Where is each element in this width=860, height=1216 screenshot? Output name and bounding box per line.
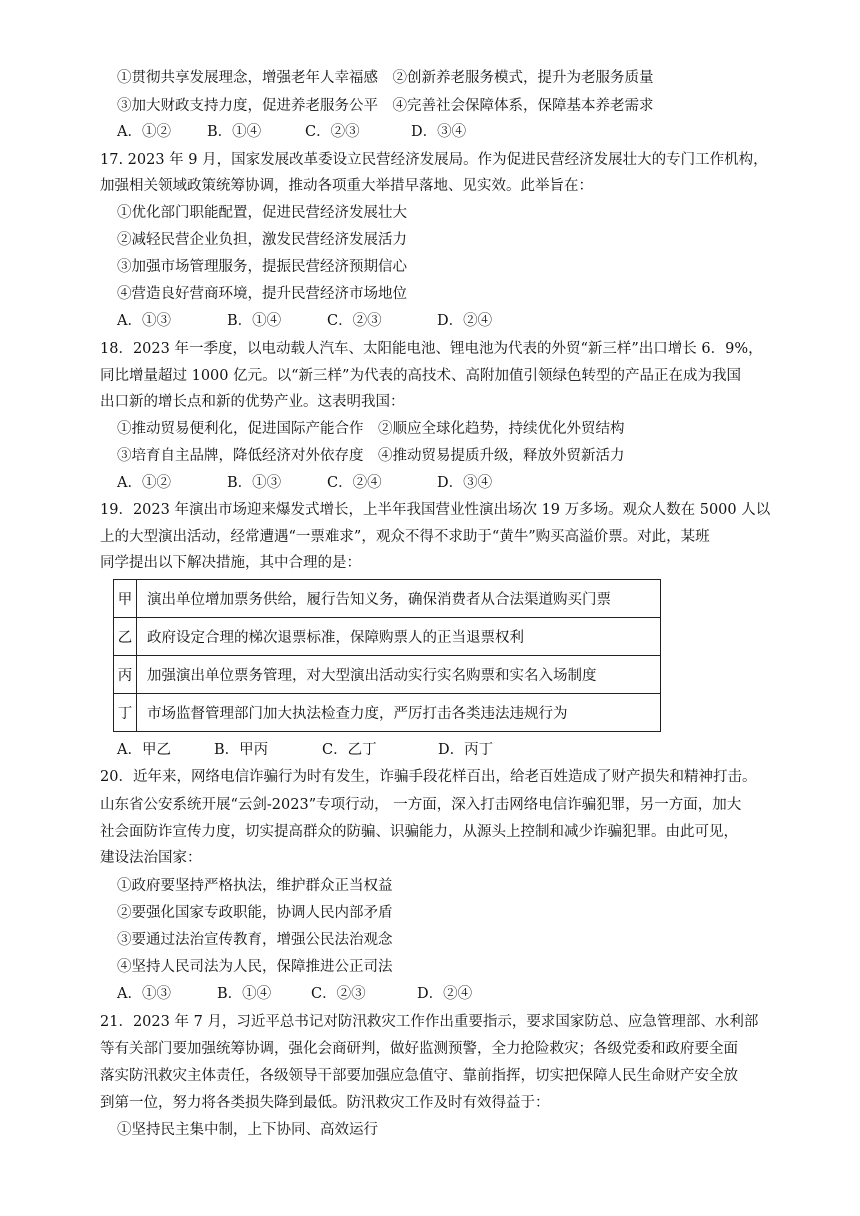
row-key: 甲 bbox=[114, 580, 137, 618]
q20-answer-choices bbox=[117, 984, 472, 1004]
answer-c: C．②④ bbox=[327, 475, 382, 491]
row-key: 丁 bbox=[114, 694, 137, 732]
answer-d: D．③④ bbox=[411, 124, 467, 140]
table-row bbox=[114, 694, 661, 732]
row-key: 丙 bbox=[114, 656, 137, 694]
q21-stem-line-4: 到第一位，努力将各类损失降到最低。防汛救灾工作及时有效得益于： bbox=[100, 1095, 550, 1111]
q18-options-row-1: ①推动贸易便利化，促进国际产能合作 ②顺应全球化趋势，持续优化外贸结构 bbox=[117, 421, 625, 437]
answer-a: A．①③ bbox=[117, 986, 171, 1002]
table-row bbox=[114, 580, 661, 618]
q17-stem-line-2: 加强相关领域政策统筹协调，推动各项重大举措早落地、见实效。此举旨在： bbox=[100, 178, 593, 194]
q20-stem-line-4: 建设法治国家： bbox=[100, 850, 202, 866]
answer-b: B．甲丙 bbox=[214, 742, 269, 758]
q20-option-3: ③要通过法治宣传教育，增强公民法治观念 bbox=[117, 932, 393, 948]
answer-d: D．③④ bbox=[437, 475, 493, 491]
answer-b: B．①④ bbox=[217, 986, 272, 1002]
q19-stem-line-2: 上的大型演出活动，经常遭遇“一票难求”，观众不得不求助于“黄牛”购买高溢价票。对此，某班 bbox=[100, 529, 710, 545]
answer-a: A．甲乙 bbox=[117, 742, 171, 758]
q18-stem-line-3: 出口新的增长点和新的优势产业。这表明我国： bbox=[100, 394, 405, 410]
answer-d: D．②④ bbox=[437, 313, 493, 329]
q20-option-2: ②要强化国家专政职能，协调人民内部矛盾 bbox=[117, 905, 393, 921]
q19-stem-line-3: 同学提出以下解决措施，其中合理的是： bbox=[100, 555, 361, 571]
table-row bbox=[114, 618, 661, 656]
table-row bbox=[114, 656, 661, 694]
answer-c: C．②③ bbox=[311, 986, 366, 1002]
q18-stem-line-2: 同比增量超过 1000 亿元。以“新三样”为代表的高技术、高附加值引领绿色转型的产品正在成为我国 bbox=[100, 368, 741, 384]
q19-answer-choices bbox=[117, 740, 493, 760]
q17-option-1: ①优化部门职能配置，促进民营经济发展壮大 bbox=[117, 205, 407, 221]
row-key: 乙 bbox=[114, 618, 137, 656]
q18-options-row-2: ③培育自主品牌，降低经济对外依存度 ④推动贸易提质升级，释放外贸新活力 bbox=[117, 448, 625, 464]
answer-b: B．①④ bbox=[207, 124, 262, 140]
q21-stem-line-2: 等有关部门要加强统筹协调，强化会商研判，做好监测预警，全力抢险救灾；各级党委和政府要全面 bbox=[100, 1041, 738, 1057]
q18-answer-choices bbox=[117, 473, 492, 493]
q17-answer-choices bbox=[117, 311, 492, 331]
q16-options-row-2: ③加大财政支持力度，促进养老服务公平 ④完善社会保障体系，保障基本养老需求 bbox=[117, 98, 654, 114]
q21-option-1: ①坚持民主集中制，上下协同、高效运行 bbox=[117, 1122, 378, 1138]
answer-a: A．①② bbox=[117, 475, 171, 491]
answer-b: B．①④ bbox=[227, 313, 282, 329]
q18-stem-line-1: 18．2023 年一季度，以电动载人汽车、太阳能电池、锂电池为代表的外贸“新三样”出口增长 6．9%， bbox=[100, 341, 763, 357]
q19-stem-line-1: 19．2023 年演出市场迎来爆发式增长，上半年我国营业性演出场次 19 万多场。观众人数在 5000 人以 bbox=[100, 502, 771, 518]
q17-option-4: ④营造良好营商环境，提升民营经济市场地位 bbox=[117, 286, 407, 302]
row-text: 政府设定合理的梯次退票标准，保障购票人的正当退票权利 bbox=[137, 618, 661, 656]
row-text: 演出单位增加票务供给，履行告知义务，确保消费者从合法渠道购买门票 bbox=[137, 580, 661, 618]
q16-answer-choices bbox=[117, 122, 466, 142]
q20-stem-line-2: 山东省公安系统开展“云剑-2023”专项行动， 一方面，深入打击网络电信诈骗犯罪，另一方面，加大 bbox=[100, 797, 742, 813]
answer-d: D．②④ bbox=[417, 986, 473, 1002]
q20-stem-line-1: 20．近年来，网络电信诈骗行为时有发生，诈骗手段花样百出，给老百姓造成了财产损失和精神打击。 bbox=[100, 769, 757, 785]
answer-a: A．①③ bbox=[117, 313, 171, 329]
q20-stem-line-3: 社会面防诈宣传力度，切实提高群众的防骗、识骗能力，从源头上控制和减少诈骗犯罪。由此可见， bbox=[100, 824, 738, 840]
q17-stem-line-1: 17. 2023 年 9 月，国家发展改革委设立民营经济发展局。作为促进民营经济发展壮大的专门工作机构， bbox=[100, 152, 768, 168]
row-text: 市场监督管理部门加大执法检查力度，严厉打击各类违法违规行为 bbox=[137, 694, 661, 732]
q17-option-3: ③加强市场管理服务，提振民营经济预期信心 bbox=[117, 259, 407, 275]
answer-a: A．①② bbox=[117, 124, 171, 140]
q17-option-2: ②减轻民营企业负担，激发民营经济发展活力 bbox=[117, 232, 407, 248]
q21-stem-line-3: 落实防汛救灾主体责任，各级领导干部要加强应急值守、靠前指挥，切实把保障人民生命财产安全放 bbox=[100, 1068, 738, 1084]
q21-stem-line-1: 21．2023 年 7 月，习近平总书记对防汛救灾工作作出重要指示，要求国家防总、应急管理部、水利部 bbox=[100, 1014, 759, 1030]
q19-measures-table bbox=[113, 579, 661, 732]
answer-c: C．②③ bbox=[305, 124, 360, 140]
answer-c: C．②③ bbox=[327, 313, 382, 329]
answer-b: B．①③ bbox=[227, 475, 282, 491]
q20-option-4: ④坚持人民司法为人民，保障推进公正司法 bbox=[117, 959, 393, 975]
q20-option-1: ①政府要坚持严格执法，维护群众正当权益 bbox=[117, 878, 393, 894]
q16-options-row-1: ①贯彻共享发展理念，增强老年人幸福感 ②创新养老服务模式，提升为老服务质量 bbox=[117, 70, 654, 86]
answer-d: D．丙丁 bbox=[438, 742, 494, 758]
answer-c: C．乙丁 bbox=[322, 742, 377, 758]
row-text: 加强演出单位票务管理，对大型演出活动实行实名购票和实名入场制度 bbox=[137, 656, 661, 694]
